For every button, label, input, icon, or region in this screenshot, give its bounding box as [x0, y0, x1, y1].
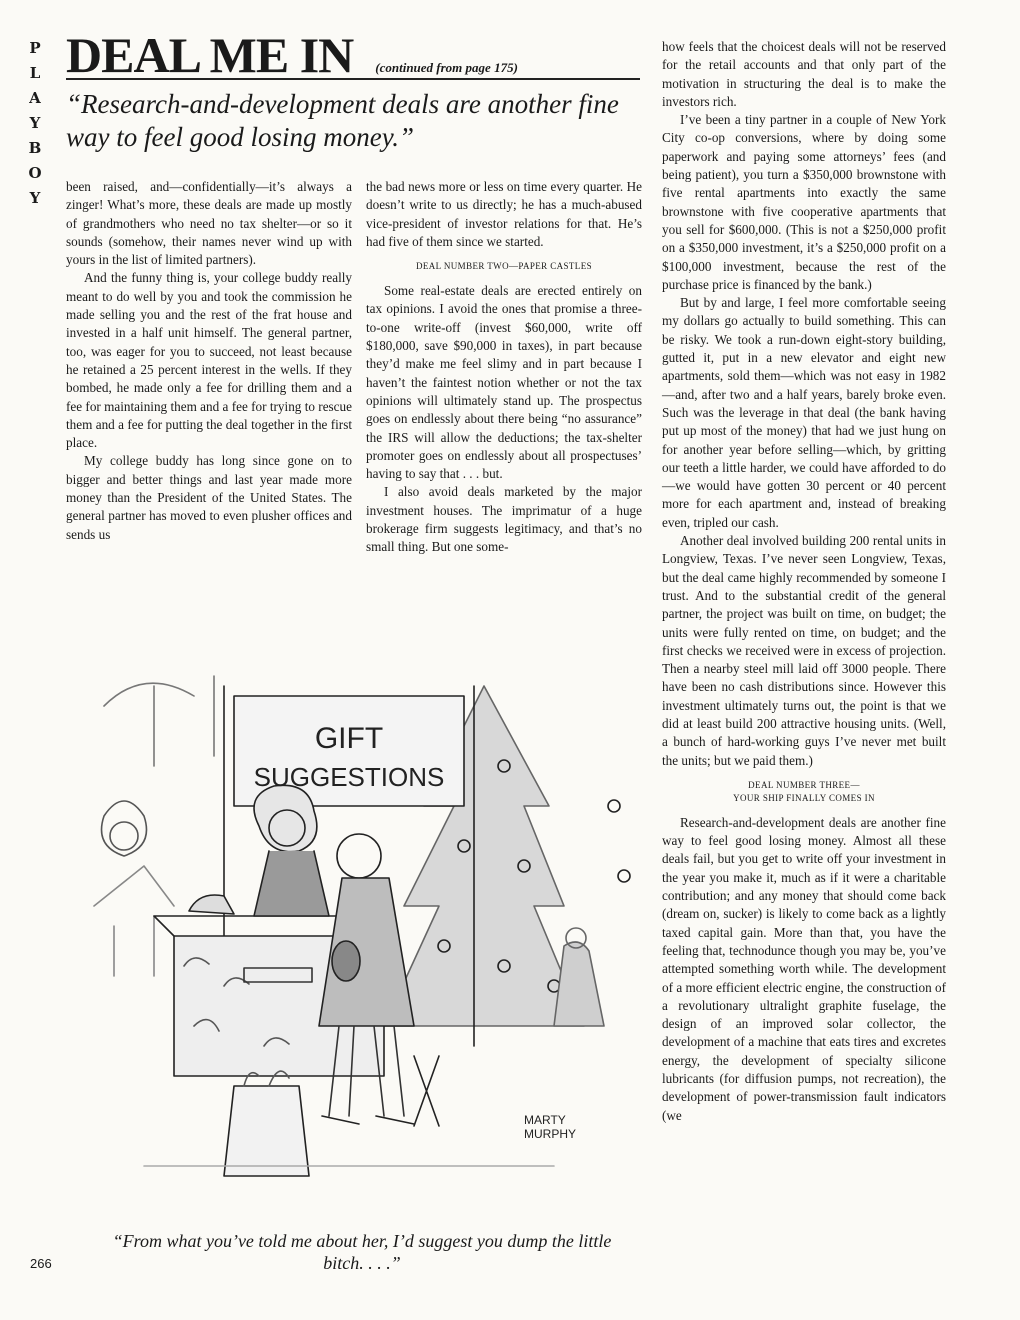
magazine-spine: [22, 36, 48, 211]
article-header: [66, 28, 642, 82]
section-heading: DEAL NUMBER TWO—PAPER CASTLES: [415, 261, 593, 272]
cartoonist-signature: MURPHY: [524, 1127, 577, 1141]
spine-letter: A: [29, 89, 41, 107]
paragraph: Some real-estate deals are erected entirely on tax opinions. I avoid the ones that promise a three-to-one write-off (invest $60,000, write off $180,000, save $90,000 in taxes), in part because they’d make me feel slimy and in part because I haven’t the faintest notion whether or not the tax opinions will ultimately stand up. The prospectus goes on endlessly about there being “no assurance” the IRS will allow the deductions; the tax-shelter promoter goes on endlessly about all prospectuses’ having to say that . . . but.: [366, 283, 642, 482]
cartoon-caption: “From what you’ve told me about her, I’d suggest you dump the little bitch. . . .”: [112, 1231, 612, 1273]
paragraph: Research-and-development deals are another fine way to feel good losing money. Almost all these deals fail, but you get to write off your investment in the year you make it, much as if it were a charitable contribution; and any money that should come back (dream on, sucker) is likely to come back as a lightly taxed capital gain. More than that, you have the feeling that, technodunce though you may be, you’ve attempted something worth while. The development of a more efficient electric engine, the construction of a revolutionary ultralight graphite fuselage, the design of an improved solar collector, the development of a machine that eats tires and excretes energy, the development of specialty silicone lubricants (for diffusion pumps, not recreation), the development of power-transmission fault indicators (we: [662, 814, 946, 1123]
column-3: [662, 38, 946, 1125]
booth-sign-suggestions: SUGGESTIONS: [253, 762, 445, 792]
paragraph: I’ve been a tiny partner in a couple of New York City co-op conversions, where by doing some paperwork and paying some attorneys’ fees (and being patient), you turn a $350,000 brownstone with five rental apartments into exactly the same brownstone with five cooperative apartments that you sell for $600,000. (This is not a $250,000 profit on a $350,000 investment, it’s a $250,000 profit on a $100,000 investment, because the rest of the purchase price is financed by the bank.): [662, 112, 946, 292]
continued-note: (continued from page 175): [375, 60, 518, 75]
paragraph: And the funny thing is, your college buddy really meant to do well by you and took the commission he made selling you and the rest of the frat house and invested in a half unit himself. The general partner, too, was eager for you to succeed, not least because he retained a 25 percent interest in the wells. If they bombed, he made only a fee for drilling them and a fee for maintaining them and a fee for trying to rescue them and a fee for putting the deal together in the first place.: [66, 270, 352, 451]
booth-sign-gift: GIFT: [314, 722, 384, 755]
column-1: [66, 178, 352, 544]
spine-letter: Y: [29, 114, 41, 132]
page-number: 266: [30, 1256, 52, 1271]
paragraph: Another deal involved building 200 rental units in Longview, Texas. I’ve never seen Longview, Texas, but the deal came highly recommended by someone I trust. And to the substantial credit of the general partner, the project was built on time, on budget; the units were fully rented on time, on budget; and the first checks we received were in excess of projection. Then a nearby steel mill laid off 3000 people. There have been no cash distributions since. However this investment ultimately turns out, the point is that we did at least build 200 attractive housing units. (Well, a bunch of hard-working guys I’ve never met built the units; but we paid them.): [662, 533, 946, 768]
paragraph: how feels that the choicest deals will not be reserved for the retail accounts and that only part of the motivation in structuring the deal is to make the investors rich.: [662, 39, 946, 109]
cartoonist-signature: MARTY: [524, 1113, 566, 1127]
spine-letter: O: [28, 164, 42, 182]
spine-letter: L: [29, 64, 41, 82]
paragraph: My college buddy has long since gone on to bigger and better things and last year made more money than the President of the United States. The general partner has moved to even plusher offices and sends us: [66, 453, 352, 542]
paragraph: been raised, and—confidentially—it’s always a zinger! What’s more, these deals are made up mostly of grandmothers who need no tax shelter—or so it sounds (somehow, their names never wind up with yours in the list of limited partners).: [66, 179, 352, 268]
section-heading-line: DEAL NUMBER THREE—: [748, 779, 860, 790]
title-rule: [66, 78, 640, 80]
column-2: [366, 178, 642, 557]
spine-letter: P: [29, 39, 41, 57]
pull-quote: “Research-and-development deals are another fine way to feel good losing money.”: [66, 89, 619, 152]
paragraph: I also avoid deals marketed by the major investment houses. The imprimatur of a huge brokerage firm suggests legitimacy, and that’s no small thing. But one some-: [366, 484, 642, 555]
spine-letter: Y: [29, 189, 41, 207]
section-heading-line: YOUR SHIP FINALLY COMES IN: [733, 792, 875, 803]
article-title: DEAL ME IN: [66, 27, 354, 83]
section-heading: [662, 779, 946, 805]
spine-letter: B: [28, 139, 42, 157]
paragraph: the bad news more or less on time every quarter. He doesn’t write to us directly; he has a much-abused vice-president of investor relations for that. He’s had five of them since we started.: [366, 179, 642, 249]
cartoon-illustration: [84, 646, 640, 1206]
paragraph: But by and large, I feel more comfortable seeing my dollars go actually to build something. This can be risky. We took a run-down eight-story building, gutted it, put in a new elevator and eight new apartments, sold them—which was not easy in 1982—and, after two and a half years, barely broke even. Such was the leverage in that deal (the bank having put up most of the money) that had we just hung on for another year before selling—which, by gritting our teeth a little harder, we could have afforded to do—we would have gotten 30 percent or 40 percent more for each apartment and, instead of breaking even, tripled our cash.: [662, 295, 946, 530]
